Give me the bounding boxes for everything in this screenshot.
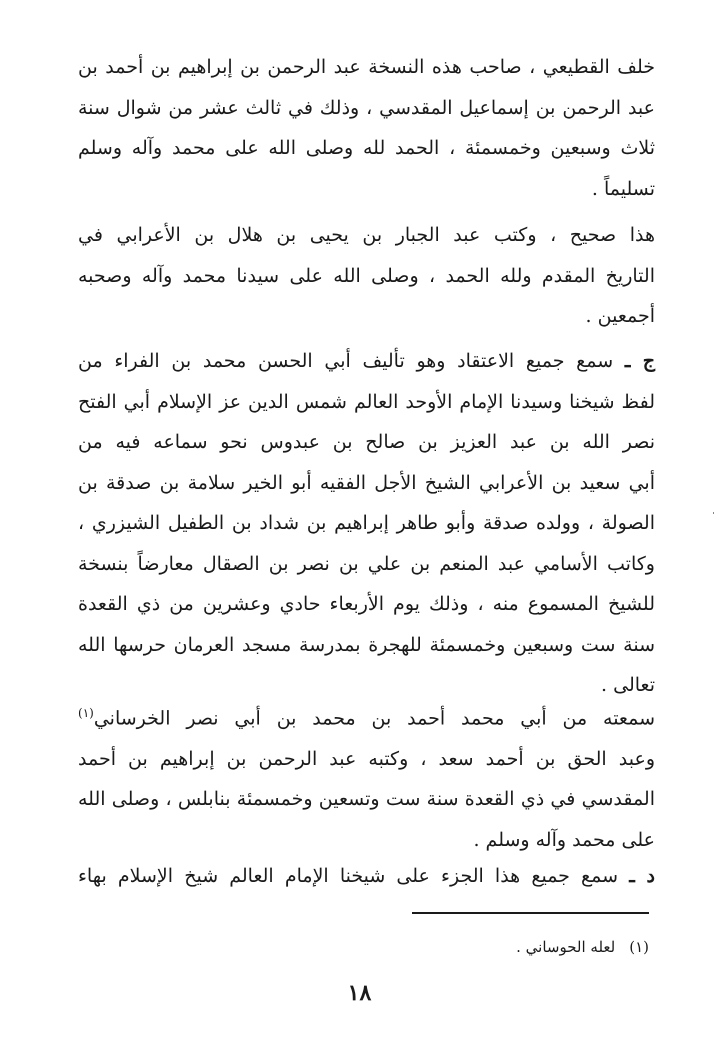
text-line <box>78 693 655 739</box>
text-line: وعبد الحق بن أحمد سعد ، وكتبه عبد الرحمن بن إبراهيم بن أحمد <box>78 747 655 770</box>
text-line: ثلاث وسبعين وخمسمئة ، الحمد لله وصلى الله على محمد وآله وسلم <box>78 137 655 159</box>
paragraph-jim <box>78 341 655 706</box>
text-line: خلف القطيعي ، صاحب هذه النسخة عبد الرحمن بن إبراهيم بن أحمد بن <box>78 56 655 78</box>
footnote <box>516 938 649 956</box>
text-line: نصر الله بن عبد العزيز بن صالح بن عبدوس نحو سماعه فيه من <box>78 431 655 453</box>
text-line <box>78 856 655 897</box>
scan-edge-mark <box>713 512 714 514</box>
footnote-number: (١) <box>629 938 649 956</box>
text-line: سنة ست وسبعين وخمسمئة للهجرة بمدرسة مسجد العرمان حرسها الله <box>78 633 655 656</box>
paragraph-4 <box>78 693 655 860</box>
text-line: على محمد وآله وسلم . <box>473 828 655 851</box>
page-number: ١٨ <box>347 980 372 1006</box>
text-line: تسليماً . <box>591 177 655 200</box>
text-line: هذا صحيح ، وكتب عبد الجبار بن يحيى بن هلال بن الأعرابي في <box>78 224 655 246</box>
footnote-marker: (١) <box>78 706 94 720</box>
text-line: عبد الرحمن بن إسماعيل المقدسي ، وذلك في ثالث عشر من شوال سنة <box>78 96 655 119</box>
text-line: المقدسي في ذي القعدة سنة ست وتسعين وخمسمئة بنابلس ، وصلى الله <box>78 788 655 811</box>
footnote-text: لعله الحوساني . <box>516 938 616 956</box>
text-line: تعالى . <box>601 674 655 696</box>
text-line: لفظ شيخنا وسيدنا الإمام الأوحد العالم شمس الدين عز الإسلام أبي الفتح <box>78 390 655 413</box>
paragraph-2 <box>78 215 655 337</box>
paragraph-label: د ـ <box>629 865 655 887</box>
text-line: وكاتب الأسامي عبد المنعم بن علي بن نصر بن الصقال معارضاً بنسخة <box>78 552 655 575</box>
text-line: أجمعين . <box>585 305 655 327</box>
text-line-content: سمع جميع الاعتقاد وهو تأليف أبي الحسن محمد بن الفراء من <box>78 350 614 372</box>
footnote-separator <box>412 912 649 914</box>
text-line: التاريخ المقدم ولله الحمد ، وصلى الله على سيدنا محمد وآله وصحبه <box>78 264 655 287</box>
text-line: أبي سعيد بن الأعرابي الشيخ الأجل الفقيه أبو الخير سلامة بن صدقة بن <box>78 471 655 494</box>
text-line: للشيخ المسموع منه ، وذلك يوم الأربعاء حادي وعشرين من ذي القعدة <box>78 593 655 615</box>
text-line: الصولة ، وولده صدقة وأبو طاهر إبراهيم بن شداد بن الطفيل الشيزري ، <box>78 512 655 534</box>
paragraph-1 <box>78 47 655 209</box>
paragraph-label: ج ـ <box>624 350 655 372</box>
paragraph-dal <box>78 856 655 897</box>
text-line-content: سمعته من أبي محمد أحمد بن محمد بن أبي نصر الخرساني <box>93 707 655 730</box>
text-line-content: سمع جميع هذا الجزء على شيخنا الإمام العالم شيخ الإسلام بهاء <box>78 865 619 887</box>
text-line <box>78 341 655 382</box>
